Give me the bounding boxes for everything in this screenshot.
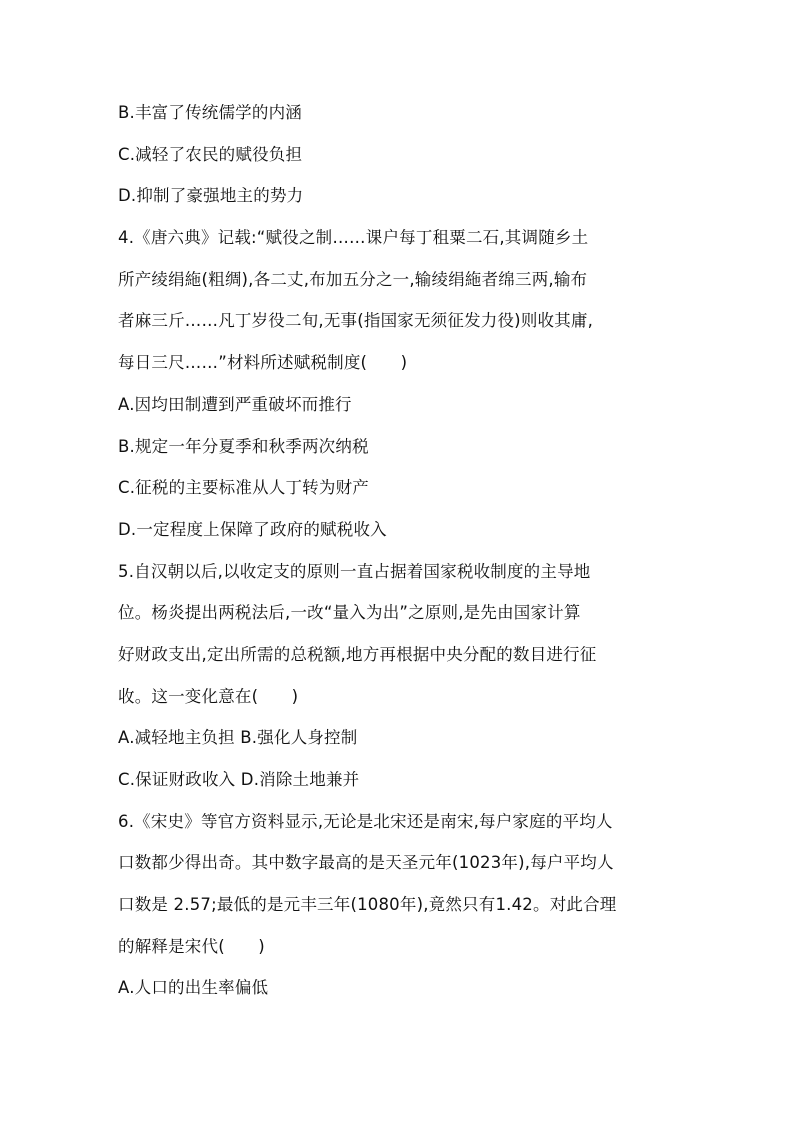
question-6-line-4: 的解释是宋代( ) — [118, 936, 265, 956]
question-4-line-1: 4.《唐六典》记载:“赋役之制……课户每丁租粟二石,其调随乡土 — [118, 228, 589, 248]
option-a-q4: A.因均田制遭到严重破坏而推行 — [118, 394, 352, 414]
question-5-line-4: 收。这一变化意在( ) — [118, 686, 299, 706]
document-page — [118, 103, 678, 1020]
question-4-line-2: 所产绫绢絁(粗绸),各二丈,布加五分之一,输绫绢絁者绵三两,输布 — [118, 269, 588, 289]
question-6-line-3: 口数是 2.57;最低的是元丰三年(1080年),竟然只有1.42。对此合理 — [118, 895, 617, 915]
option-b-q3: B.丰富了传统儒学的内涵 — [118, 103, 302, 122]
options-cd-q5: C.保证财政收入 D.消除土地兼并 — [118, 770, 360, 789]
question-5-line-1: 5.自汉朝以后,以收定支的原则一直占据着国家税收制度的主导地 — [118, 561, 591, 581]
option-c-q4: C.征税的主要标准从人丁转为财产 — [118, 478, 369, 498]
option-b-q4: B.规定一年分夏季和秋季两次纳税 — [118, 436, 369, 456]
option-d-q4: D.一定程度上保障了政府的赋税收入 — [118, 519, 387, 539]
options-ab-q5: A.减轻地主负担 B.强化人身控制 — [118, 728, 358, 748]
question-6-line-1: 6.《宋史》等官方资料显示,无论是北宋还是南宋,每户家庭的平均人 — [118, 811, 613, 831]
question-4-line-3: 者麻三斤……凡丁岁役二旬,无事(指国家无须征发力役)则收其庸, — [118, 311, 594, 331]
question-6-line-2: 口数都少得出奇。其中数字最高的是天圣元年(1023年),每户平均人 — [118, 853, 614, 873]
option-a-q6: A.人口的出生率偏低 — [118, 978, 269, 998]
option-c-q3: C.减轻了农民的赋役负担 — [118, 144, 303, 164]
question-5-line-3: 好财政支出,定出所需的总税额,地方再根据中央分配的数目进行征 — [118, 644, 597, 664]
question-4-line-4: 每日三尺……”材料所述赋税制度( ) — [118, 353, 408, 373]
option-d-q3: D.抑制了豪强地主的势力 — [118, 186, 304, 206]
question-5-line-2: 位。杨炎提出两税法后,一改“量入为出”之原则,是先由国家计算 — [118, 603, 581, 623]
